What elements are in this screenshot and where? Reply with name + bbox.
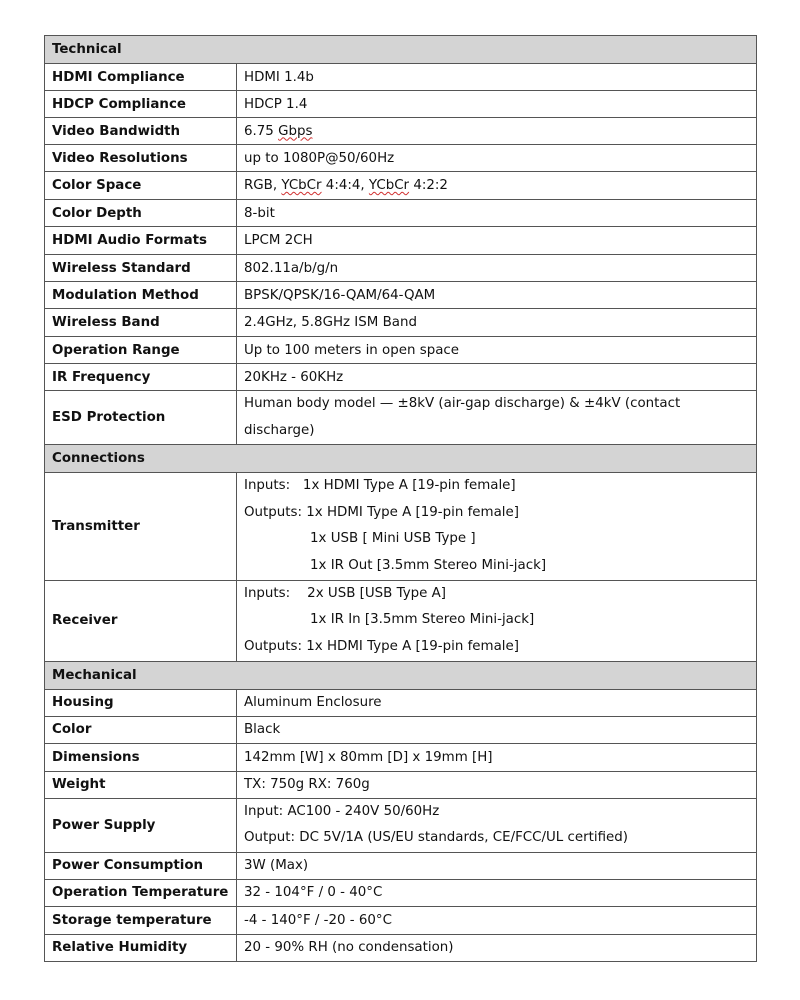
row-label: Color Space xyxy=(45,172,237,200)
row-label: Transmitter xyxy=(45,473,237,580)
table-row xyxy=(45,337,757,364)
value-line: Output: DC 5V/1A (US/EU standards, CE/FCC/UL certified) xyxy=(244,830,628,846)
value-line: 1x IR Out [3.5mm Stereo Mini-jack] xyxy=(310,557,547,573)
table-row xyxy=(45,689,757,716)
value-text: RGB, xyxy=(244,178,282,193)
value-text: 4:2:2 xyxy=(409,178,448,193)
row-label: Wireless Standard xyxy=(45,255,237,282)
table-row xyxy=(45,798,757,852)
value-text-spellcheck: YCbCr xyxy=(368,178,410,193)
row-label: Power Consumption xyxy=(45,852,237,879)
row-label: Operation Temperature xyxy=(45,879,237,906)
value-text: 6.75 xyxy=(244,123,279,139)
row-label: Receiver xyxy=(45,580,237,661)
value-line: Inputs: 2x USB [USB Type A] xyxy=(244,585,446,601)
row-value: Aluminum Enclosure xyxy=(237,689,757,716)
row-value: 32 - 104°F / 0 - 40°C xyxy=(237,879,757,906)
row-label: HDMI Compliance xyxy=(45,64,237,91)
row-value: Black xyxy=(237,716,757,743)
table-row xyxy=(45,255,757,282)
row-label: HDMI Audio Formats xyxy=(45,227,237,255)
value-line: Input: AC100 - 240V 50/60Hz xyxy=(244,803,440,819)
table-row xyxy=(45,771,757,798)
value-line: 1x IR In [3.5mm Stereo Mini-jack] xyxy=(310,612,535,628)
row-value: 802.11a/b/g/n xyxy=(237,255,757,282)
value-text-spellcheck: Gbps xyxy=(278,123,313,139)
row-value: HDCP 1.4 xyxy=(237,91,757,118)
row-value xyxy=(237,798,757,852)
section-header-mechanical xyxy=(45,661,757,689)
value-line: Outputs: 1x HDMI Type A [19-pin female] xyxy=(244,638,519,654)
table-row xyxy=(45,64,757,91)
section-header-connections xyxy=(45,445,757,473)
row-label: Wireless Band xyxy=(45,309,237,337)
table-row xyxy=(45,200,757,227)
table-row xyxy=(45,391,757,445)
row-label: Color xyxy=(45,716,237,743)
row-label: Power Supply xyxy=(45,798,237,852)
table-row xyxy=(45,716,757,743)
table-row xyxy=(45,145,757,172)
row-label: Video Resolutions xyxy=(45,145,237,172)
row-value xyxy=(237,391,757,445)
section-title-mechanical: Mechanical xyxy=(45,661,757,689)
row-value: HDMI 1.4b xyxy=(237,64,757,91)
value-line: Outputs: 1x HDMI Type A [19-pin female] xyxy=(244,504,519,520)
section-title-connections: Connections xyxy=(45,445,757,473)
row-label: Modulation Method xyxy=(45,282,237,309)
row-value: 2.4GHz, 5.8GHz ISM Band xyxy=(237,309,757,337)
row-value xyxy=(237,473,757,580)
row-label: Dimensions xyxy=(45,743,237,771)
row-label: Operation Range xyxy=(45,337,237,364)
value-line: discharge) xyxy=(244,422,315,438)
table-row xyxy=(45,852,757,879)
row-label: HDCP Compliance xyxy=(45,91,237,118)
row-value: 142mm [W] x 80mm [D] x 19mm [H] xyxy=(237,743,757,771)
row-value: -4 - 140°F / -20 - 60°C xyxy=(237,906,757,934)
value-text: 4:4:4, xyxy=(321,178,369,193)
row-value: TX: 750g RX: 760g xyxy=(237,771,757,798)
table-row xyxy=(45,172,757,200)
table-row xyxy=(45,364,757,391)
table-row xyxy=(45,879,757,906)
table-row xyxy=(45,473,757,580)
row-label: Housing xyxy=(45,689,237,716)
table-row xyxy=(45,282,757,309)
row-label: IR Frequency xyxy=(45,364,237,391)
section-header-technical xyxy=(45,36,757,64)
row-value: up to 1080P@50/60Hz xyxy=(237,145,757,172)
row-value: LPCM 2CH xyxy=(237,227,757,255)
table-row xyxy=(45,118,757,145)
row-label: Relative Humidity xyxy=(45,934,237,961)
spec-table xyxy=(44,35,757,962)
row-value: Up to 100 meters in open space xyxy=(237,337,757,364)
section-title-technical: Technical xyxy=(45,36,757,64)
row-label: ESD Protection xyxy=(45,391,237,445)
row-label: Weight xyxy=(45,771,237,798)
table-row xyxy=(45,580,757,661)
row-value xyxy=(237,172,757,200)
table-row xyxy=(45,743,757,771)
table-row xyxy=(45,934,757,961)
row-label: Storage temperature xyxy=(45,906,237,934)
row-label: Video Bandwidth xyxy=(45,118,237,145)
row-value xyxy=(237,580,757,661)
row-label: Color Depth xyxy=(45,200,237,227)
value-line: 1x USB [ Mini USB Type ] xyxy=(310,531,476,547)
table-row xyxy=(45,91,757,118)
row-value: BPSK/QPSK/16-QAM/64-QAM xyxy=(237,282,757,309)
row-value: 20KHz - 60KHz xyxy=(237,364,757,391)
row-value: 3W (Max) xyxy=(237,852,757,879)
row-value xyxy=(237,118,757,145)
value-line: Inputs: 1x HDMI Type A [19-pin female] xyxy=(244,478,516,494)
value-text-spellcheck: YCbCr xyxy=(281,178,322,193)
table-row xyxy=(45,906,757,934)
row-value: 8-bit xyxy=(237,200,757,227)
value-line: Human body model — ±8kV (air-gap discharge) & ±4kV (contact xyxy=(244,396,681,411)
table-row xyxy=(45,309,757,337)
table-row xyxy=(45,227,757,255)
row-value: 20 - 90% RH (no condensation) xyxy=(237,934,757,961)
